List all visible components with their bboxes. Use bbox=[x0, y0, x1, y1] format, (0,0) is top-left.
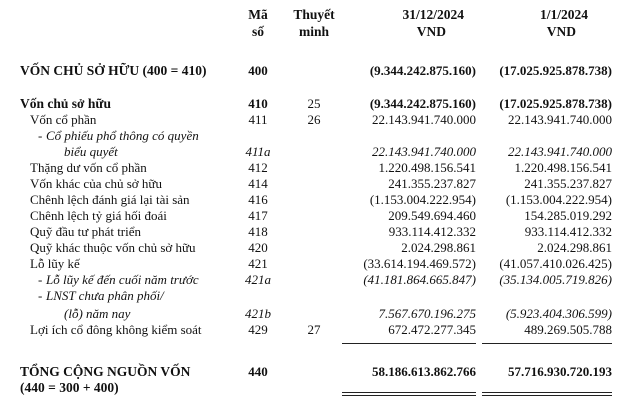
row-code: 440 bbox=[248, 364, 268, 379]
row-label: Vốn cổ phần bbox=[30, 112, 97, 127]
row-value-2024-12-31: (33.614.194.469.572) bbox=[363, 256, 476, 271]
header-note-line1: Thuyết bbox=[293, 7, 335, 22]
header-code-line1: Mã bbox=[248, 7, 268, 22]
row-value-2024-01-01: (35.134.005.719.826) bbox=[499, 272, 612, 287]
header-col2 bbox=[460, 6, 610, 40]
row-value-2024-12-31: 933.114.412.332 bbox=[388, 224, 476, 239]
header-code bbox=[228, 6, 288, 40]
row-code: 418 bbox=[248, 224, 268, 239]
row-value-2024-12-31: (9.344.242.875.160) bbox=[369, 63, 476, 78]
row-code: 414 bbox=[248, 176, 268, 191]
row-label: biểu quyết bbox=[64, 144, 118, 159]
row-value-2024-01-01: 489.269.505.788 bbox=[524, 322, 612, 337]
total-rule-col2-bottom bbox=[482, 392, 612, 393]
header-col1-line1: 31/12/2024 bbox=[402, 7, 464, 22]
row-label: Cổ phiếu phổ thông có quyền bbox=[46, 128, 199, 143]
row-value-2024-12-31: 22.143.941.740.000 bbox=[372, 144, 476, 159]
total-rule-col1-bottom bbox=[342, 392, 476, 393]
row-label: Lợi ích cổ đông không kiểm soát bbox=[30, 322, 202, 337]
row-note: 26 bbox=[307, 112, 321, 127]
row-label: VỐN CHỦ SỞ HỮU (400 = 410) bbox=[20, 63, 207, 78]
row-value-2024-01-01: (5.923.404.306.599) bbox=[505, 306, 612, 321]
header-col2-line2: VND bbox=[546, 24, 576, 39]
row-code: 400 bbox=[248, 63, 268, 78]
row-value-2024-12-31: 209.549.694.460 bbox=[388, 208, 476, 223]
row-value-2024-01-01: 241.355.237.827 bbox=[524, 176, 612, 191]
row-value-2024-01-01: 1.220.498.156.541 bbox=[514, 160, 612, 175]
row-note: 25 bbox=[307, 96, 321, 111]
row-code: 411a bbox=[245, 144, 271, 159]
header-col1 bbox=[330, 6, 480, 40]
row-value-2024-01-01: (41.057.410.026.425) bbox=[499, 256, 612, 271]
row-label: Lỗ lũy kế đến cuối năm trước bbox=[46, 272, 199, 287]
row-value-2024-12-31: 241.355.237.827 bbox=[388, 176, 476, 191]
row-value-2024-12-31: 2.024.298.861 bbox=[401, 240, 476, 255]
row-value-2024-12-31: 58.186.613.862.766 bbox=[372, 364, 476, 379]
header-col1-line2: VND bbox=[416, 24, 446, 39]
row-label: Lỗ lũy kế bbox=[30, 256, 80, 271]
row-label: (440 = 300 + 400) bbox=[20, 380, 119, 395]
row-label: Chênh lệch đánh giá lại tài sản bbox=[30, 192, 190, 207]
row-value-2024-01-01: 933.114.412.332 bbox=[524, 224, 612, 239]
row-label: Vốn chủ sở hữu bbox=[20, 96, 111, 111]
row-code: 429 bbox=[248, 322, 268, 337]
row-code: 421a bbox=[245, 272, 271, 287]
row-code: 412 bbox=[248, 160, 268, 175]
row-value-2024-12-31: (41.181.864.665.847) bbox=[363, 272, 476, 287]
row-note: 27 bbox=[307, 322, 321, 337]
row-value-2024-12-31: (9.344.242.875.160) bbox=[369, 96, 476, 111]
row-label: Quỹ khác thuộc vốn chủ sở hữu bbox=[30, 240, 196, 255]
row-code: 421 bbox=[248, 256, 268, 271]
row-label: Quỹ đầu tư phát triển bbox=[30, 224, 142, 239]
row-label: (lỗ) năm nay bbox=[64, 306, 131, 321]
row-value-2024-12-31: 7.567.670.196.275 bbox=[378, 306, 476, 321]
row-value-2024-12-31: 22.143.941.740.000 bbox=[372, 112, 476, 127]
row-code: 410 bbox=[248, 96, 268, 111]
total-rule-col1-bottom2 bbox=[342, 395, 476, 396]
row-code: 416 bbox=[248, 192, 268, 207]
row-value-2024-01-01: (1.153.004.222.954) bbox=[505, 192, 612, 207]
row-code: 411 bbox=[248, 112, 268, 127]
row-value-2024-12-31: 672.472.277.345 bbox=[388, 322, 476, 337]
row-value-2024-12-31: 1.220.498.156.541 bbox=[378, 160, 476, 175]
row-dash: - bbox=[38, 272, 43, 287]
row-value-2024-01-01: 154.285.019.292 bbox=[524, 208, 612, 223]
row-label: LNST chưa phân phối/ bbox=[46, 288, 164, 303]
row-value-2024-01-01: 57.716.930.720.193 bbox=[508, 364, 612, 379]
row-value-2024-01-01: 22.143.941.740.000 bbox=[508, 144, 612, 159]
row-label: Thặng dư vốn cổ phần bbox=[30, 160, 147, 175]
row-code: 421b bbox=[245, 306, 271, 321]
row-label: Chênh lệch tỷ giá hối đoái bbox=[30, 208, 167, 223]
row-value-2024-01-01: (17.025.925.878.738) bbox=[499, 96, 612, 111]
row-value-2024-01-01: 2.024.298.861 bbox=[537, 240, 612, 255]
row-dash: - bbox=[38, 288, 43, 303]
total-rule-col2-bottom2 bbox=[482, 395, 612, 396]
row-label: TỔNG CỘNG NGUỒN VỐN bbox=[20, 364, 191, 379]
header-col2-line1: 1/1/2024 bbox=[539, 7, 588, 22]
header-note-line2: minh bbox=[298, 24, 329, 39]
header-code-line2: số bbox=[251, 24, 264, 39]
total-rule-col1-top bbox=[342, 343, 476, 344]
row-code: 420 bbox=[248, 240, 268, 255]
row-dash: - bbox=[38, 128, 43, 143]
row-value-2024-01-01: 22.143.941.740.000 bbox=[508, 112, 612, 127]
row-value-2024-12-31: (1.153.004.222.954) bbox=[369, 192, 476, 207]
row-label: Vốn khác của chủ sở hữu bbox=[30, 176, 162, 191]
row-code: 417 bbox=[248, 208, 268, 223]
total-rule-col2-top bbox=[482, 343, 612, 344]
row-value-2024-01-01: (17.025.925.878.738) bbox=[499, 63, 612, 78]
